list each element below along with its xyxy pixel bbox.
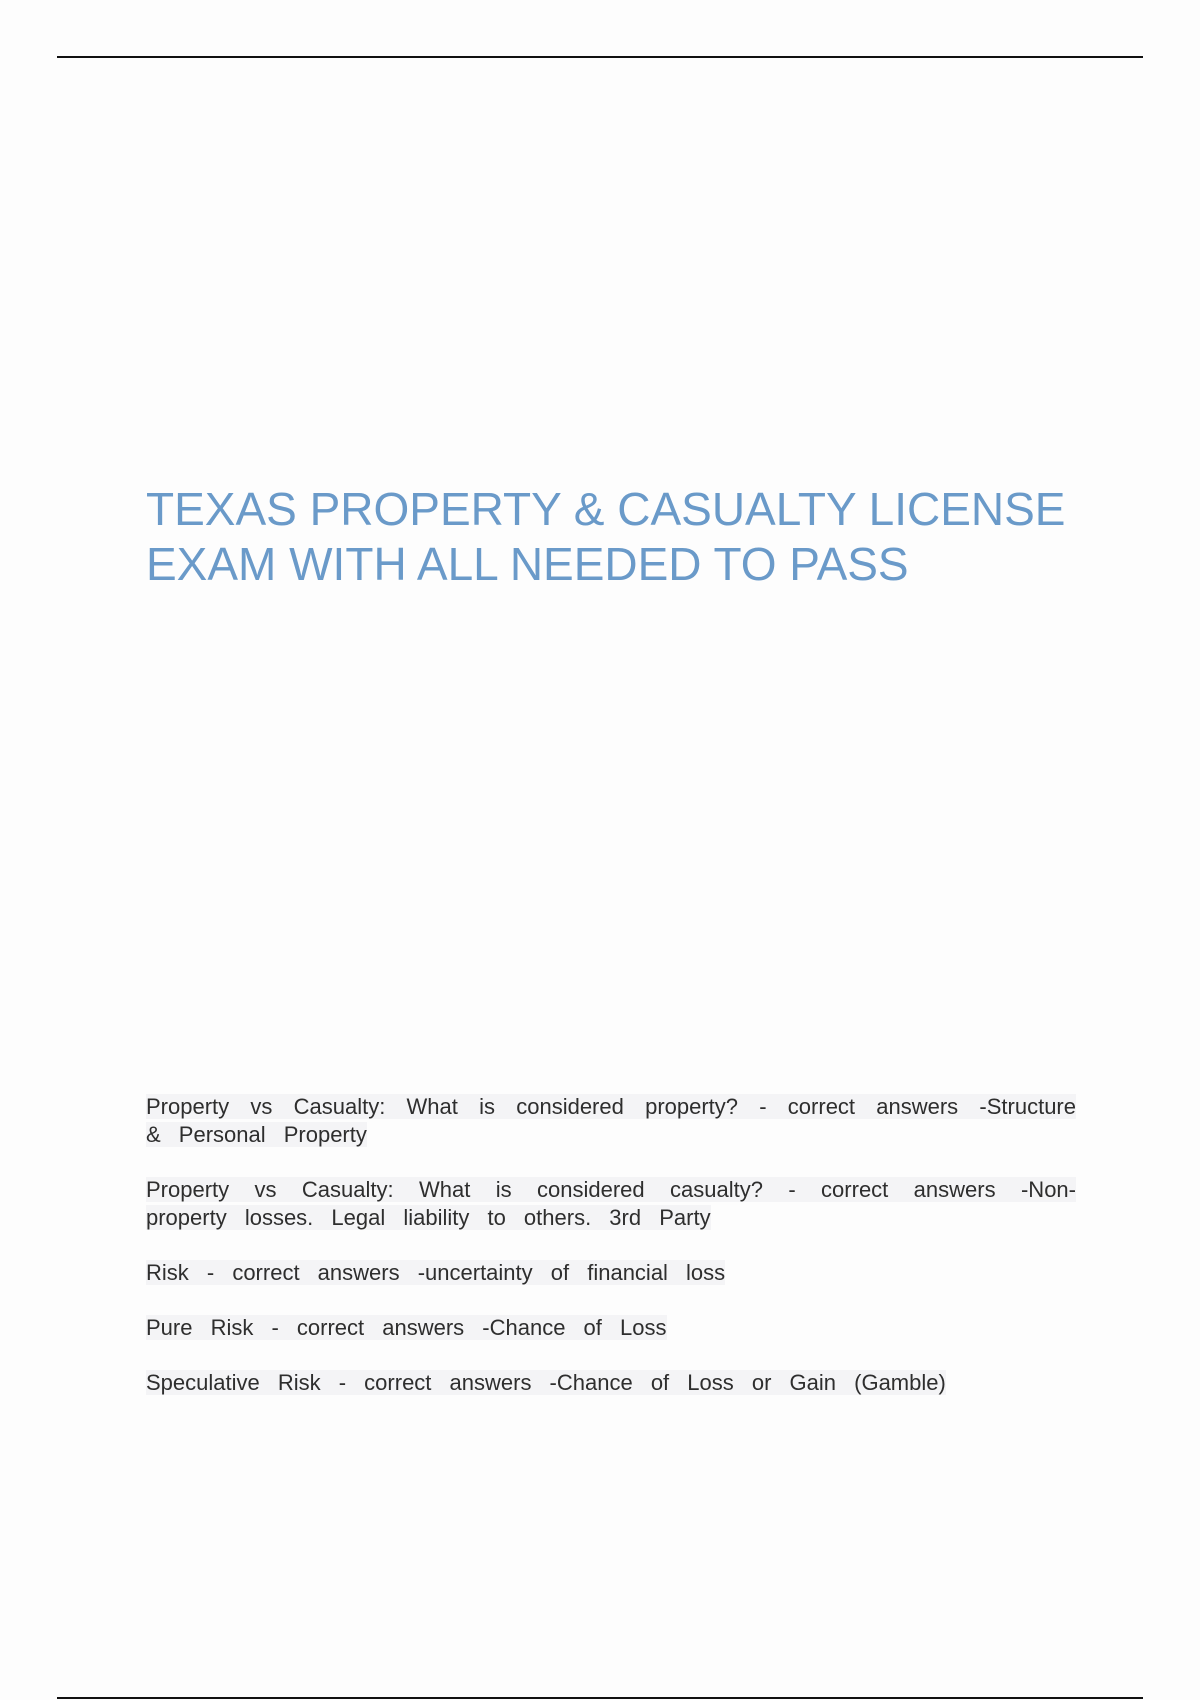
qa-list — [146, 1093, 1076, 1424]
qa-entry — [146, 1176, 1076, 1232]
document-title: TEXAS PROPERTY & CASUALTY LICENSE EXAM WITH ALL NEEDED TO PASS — [146, 483, 1066, 590]
header-rule — [57, 56, 1143, 58]
qa-entry — [146, 1369, 1076, 1397]
qa-entry-text: Speculative Risk - correct answers -Chance of Loss or Gain (Gamble) — [146, 1370, 946, 1395]
qa-entry — [146, 1314, 1076, 1342]
footer-rule — [57, 1697, 1143, 1699]
qa-entry — [146, 1093, 1076, 1149]
qa-entry-text: Pure Risk - correct answers -Chance of Loss — [146, 1315, 667, 1340]
qa-entry-text: Property vs Casualty: What is considered casualty? - correct answers -Non-property losses. Legal liability to others. 3rd Party — [146, 1177, 1076, 1230]
qa-entry — [146, 1259, 1076, 1287]
qa-entry-text: Risk - correct answers -uncertainty of financial loss — [146, 1260, 726, 1285]
qa-entry-text: Property vs Casualty: What is considered property? - correct answers -Structure & Personal Property — [146, 1094, 1076, 1147]
